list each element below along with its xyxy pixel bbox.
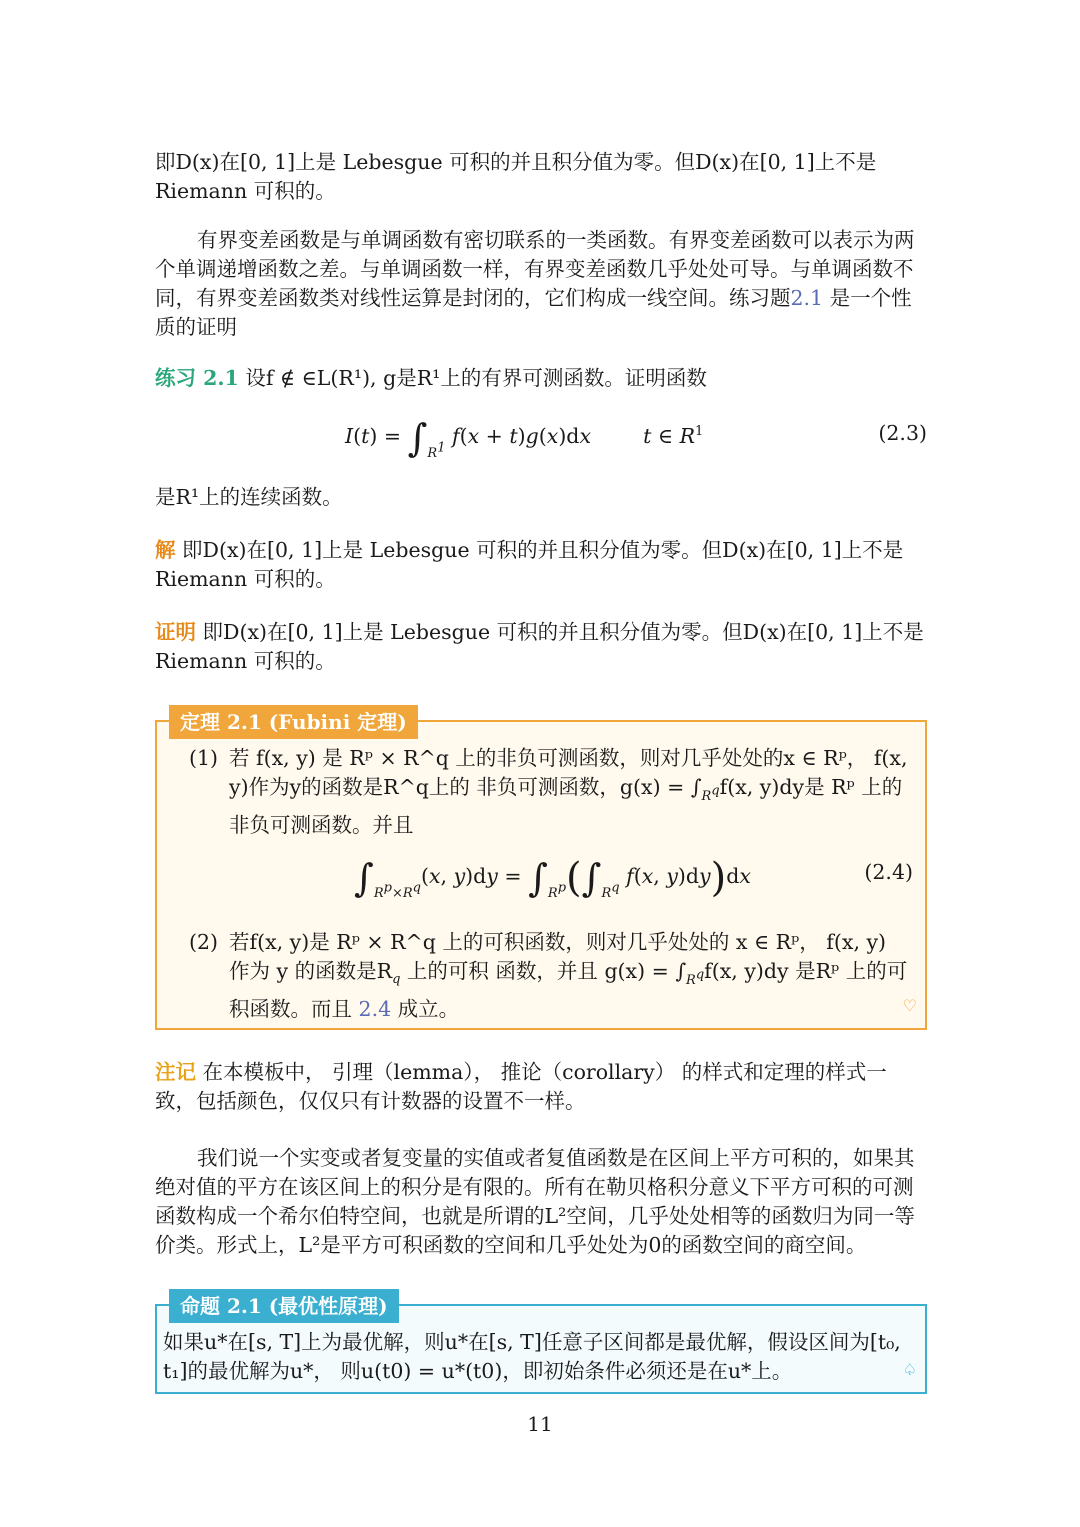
exercise-reference-link[interactable]: 2.1	[790, 286, 824, 310]
proof-block	[155, 618, 927, 676]
page-content	[155, 148, 927, 1394]
solution-block	[155, 536, 927, 594]
equation-2-3-number: (2.3)	[878, 421, 927, 445]
theorem-item-2-text-a: 若f(x, y)是 Rᵖ × R^q 上的可积函数，则对几乎处处的 x ∈ Rᵖ， f(x, y) 作为 y 的函数是R	[229, 930, 887, 983]
theorem-item-2-text-c: f(x, y)dy 是Rᵖ 上的可积函数。而且	[229, 959, 908, 1021]
equation-2-3	[155, 407, 927, 469]
heart-icon: ♡	[902, 996, 917, 1015]
theorem-item-2-text-b: 上的可积 函数，并且 g(x) = ∫	[400, 959, 687, 983]
integral-subscript: Rq	[701, 783, 720, 804]
exercise-text: 设f ∉ ∈L(R¹), g是R¹上的有界可测函数。证明函数	[238, 366, 707, 390]
equation-2-3-body: $I(t) = \int_{R^1}$ f(x + t)g(x)dx t ∈ $R^1$	[345, 415, 704, 461]
equation-reference-link[interactable]: 2.4	[358, 997, 392, 1021]
paragraph-1: 即D(x)在[0, 1]上是 Lebesgue 可积的并且积分值为零。但D(x)在[0, 1]上不是 Riemann 可积的。	[155, 150, 877, 203]
equation-2-4-body: $\int_{R^p\times R^q}(x$, $y)dy = \int_{R^p}(\int_{R^q}$ f(x, y)dy)dx	[354, 855, 751, 901]
exercise-label: 练习 2.1	[155, 366, 239, 390]
integral-subscript-2: Rq	[686, 967, 705, 988]
paragraph-2	[155, 226, 927, 342]
theorem-item-2-tail: 成立。	[391, 997, 460, 1021]
theorem-box	[155, 710, 927, 1030]
spade-icon: ♤	[902, 1360, 917, 1379]
theorem-item-1-text-b: f(x, y)dy是 Rᵖ 上的非负可测函数。并且	[229, 775, 903, 837]
proof-text: 即D(x)在[0, 1]上是 Lebesgue 可积的并且积分值为零。但D(x)在[0, 1]上不是 Riemann 可积的。	[155, 620, 924, 673]
proposition-box	[155, 1294, 927, 1394]
paragraph-2-tail: 是一个性质的证明	[155, 286, 912, 339]
note-text: 在本模板中， 引理（lemma）， 推论（corollary） 的样式和定理的样式一致，包括颜色，仅仅只有计数器的设置不一样。	[155, 1060, 887, 1113]
proof-label: 证明	[155, 620, 196, 644]
space-subscript: q	[392, 972, 401, 987]
equation-2-4	[189, 848, 913, 920]
note-label: 注记	[155, 1060, 196, 1084]
theorem-item-1-text-a: 若 f(x, y) 是 Rᵖ × R^q 上的非负可测函数，则对几乎处处的x ∈ Rᵖ， f(x, y)作为y的函数是R^q上的 非负可测函数，g(x) = ∫	[229, 746, 908, 799]
theorem-title: 定理 2.1 (Fubini 定理)	[169, 705, 418, 739]
solution-label: 解	[155, 538, 176, 562]
paragraph-2-text: 有界变差函数是与单调函数有密切联系的一类函数。有界变差函数可以表示为两个单调递增函数之差。与单调函数一样，有界变差函数几乎处处可导。与单调函数不同，有界变差函数类对线性运算是封闭的，它们构成一线空间。练习题	[155, 228, 915, 310]
proposition-title: 命题 2.1 (最优性原理)	[169, 1289, 399, 1323]
exercise-block	[155, 364, 927, 393]
theorem-item-2-number: (2)	[189, 930, 219, 954]
page-number: 11	[527, 1412, 553, 1436]
theorem-item-1	[189, 744, 913, 840]
exercise-conclusion: 是R¹上的连续函数。	[155, 485, 343, 509]
proposition-text: 如果u*在[s, T]上为最优解，则u*在[s, T]任意子区间都是最优解，假设区间为[t₀, t₁]的最优解为u*， 则u(t0) = u*(t0)，即初始条件必须还是在u*上。	[163, 1330, 901, 1383]
paragraph-3: 我们说一个实变或者复变量的实值或者复值函数是在区间上平方可积的，如果其绝对值的平方在该区间上的积分是有限的。所有在勒贝格积分意义下平方可积的可测函数构成一个希尔伯特空间，也就是所谓的L²空间，几乎处处相等的函数归为同一等价类。形式上，L²是平方可积函数的空间和几乎处处为0的函数空间的商空间。	[155, 1146, 915, 1257]
theorem-item-1-number: (1)	[189, 746, 219, 770]
equation-2-4-number: (2.4)	[864, 860, 913, 884]
solution-text: 即D(x)在[0, 1]上是 Lebesgue 可积的并且积分值为零。但D(x)在[0, 1]上不是 Riemann 可积的。	[155, 538, 904, 591]
theorem-item-2	[189, 928, 913, 1024]
note-block	[155, 1058, 927, 1116]
